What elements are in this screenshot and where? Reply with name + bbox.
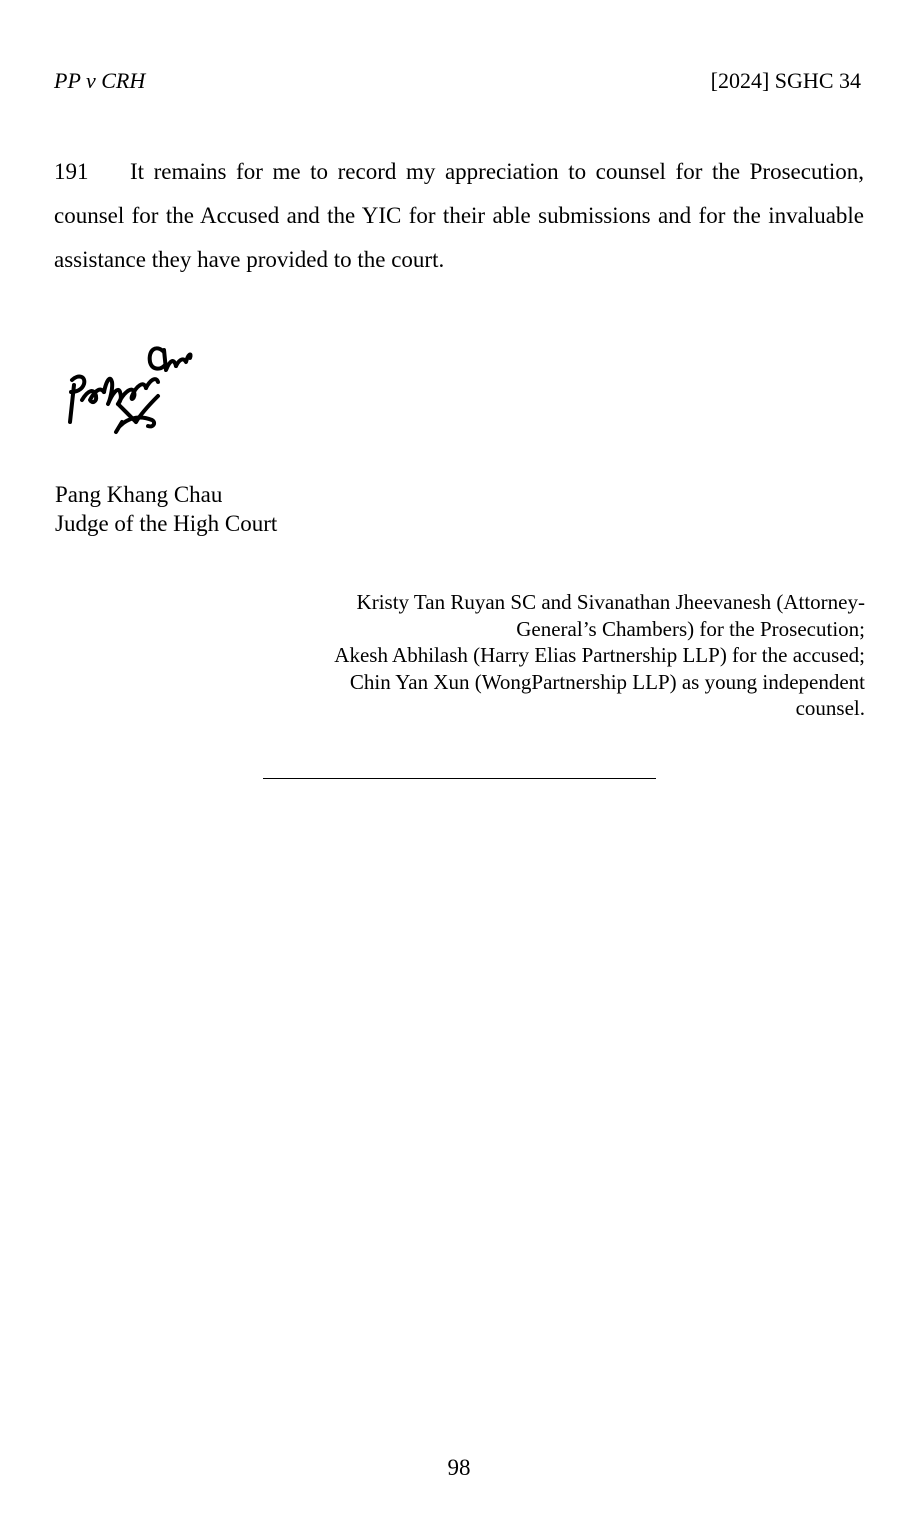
counsel-line: counsel. — [795, 696, 865, 720]
counsel-line: Kristy Tan Ruyan SC and Sivanathan Jheevanesh (Attorney- — [356, 590, 865, 614]
case-name-header: PP v CRH — [54, 68, 146, 93]
counsel-line: Akesh Abhilash (Harry Elias Partnership LLP) for the accused; — [334, 643, 865, 667]
closing-paragraph — [54, 150, 864, 282]
counsel-line: Chin Yan Xun (WongPartnership LLP) as young independent — [349, 669, 865, 694]
judge-name: Pang Khang Chau — [55, 482, 223, 507]
paragraph-text: It remains for me to record my appreciation to counsel for the Prosecution, counsel for the Accused and the YIC for their able submissions and for the invaluable assistance they have provided to the court. — [54, 159, 864, 272]
handwritten-signature-icon — [60, 330, 200, 440]
judge-signature-block — [55, 480, 277, 538]
counsel-line: General’s Chambers) for the Prosecution; — [516, 616, 865, 641]
paragraph-number: 191 — [54, 159, 89, 184]
citation-header: [2024] SGHC 34 — [710, 68, 861, 93]
page-number: 98 — [447, 1455, 471, 1480]
judge-title: Judge of the High Court — [55, 511, 278, 536]
counsel-listing — [262, 589, 865, 722]
end-divider — [263, 778, 656, 779]
